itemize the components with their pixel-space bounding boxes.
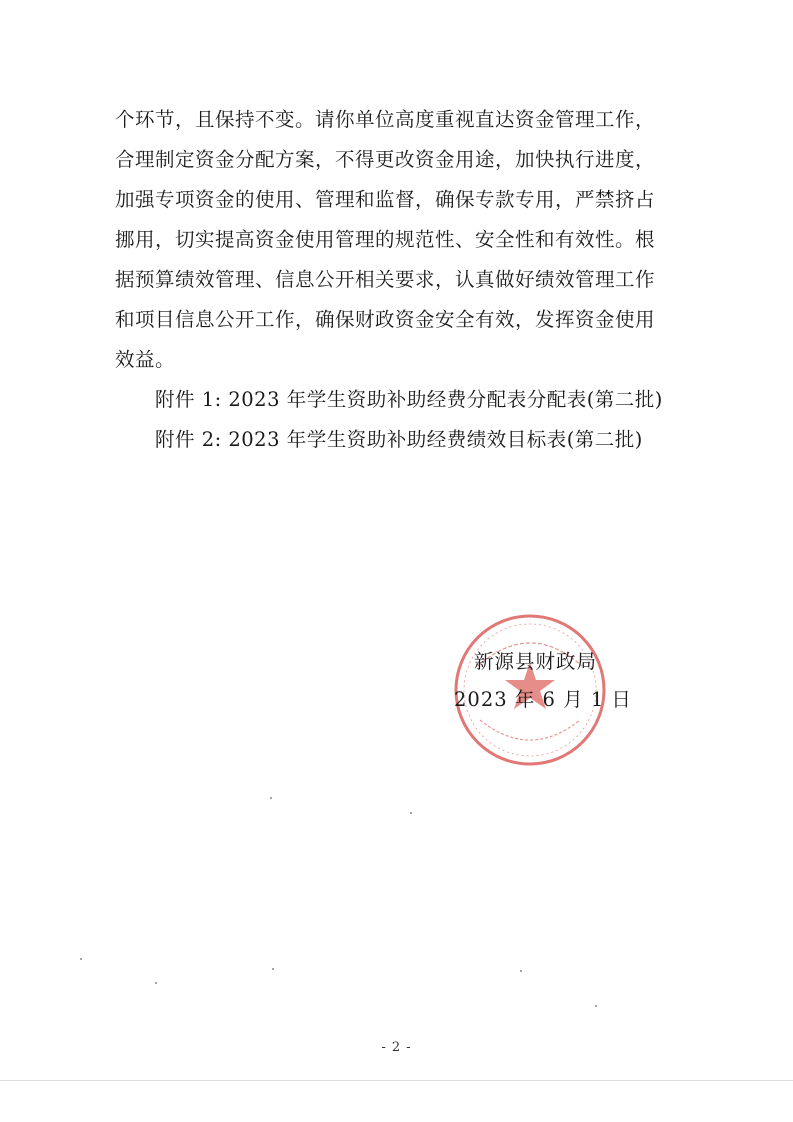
scan-speck: [520, 970, 522, 972]
scan-speck: [272, 968, 274, 970]
body-line: 个环节，且保持不变。请你单位高度重视直达资金管理工作，: [115, 108, 656, 131]
body-line: 合理制定资金分配方案，不得更改资金用途，加快执行进度，: [115, 148, 656, 171]
scan-edge-line: [0, 1080, 793, 1081]
body-line: 挪用，切实提高资金使用管理的规范性、安全性和有效性。根: [115, 228, 656, 251]
scan-speck: [410, 812, 412, 814]
body-line: 据预算绩效管理、信息公开相关要求，认真做好绩效管理工作: [115, 268, 656, 291]
scan-speck: [155, 982, 157, 984]
scan-speck: [595, 1005, 597, 1007]
scan-speck: [270, 797, 272, 799]
body-line: 和项目信息公开工作，确保财政资金安全有效，发挥资金使用: [115, 308, 656, 331]
issuing-organization: 新源县财政局: [474, 650, 598, 673]
body-line: 加强专项资金的使用、管理和监督，确保专款专用，严禁挤占: [115, 188, 656, 211]
document-body: [115, 100, 695, 460]
page-number: - 2 -: [381, 1040, 412, 1055]
attachment-1: 附件 1: 2023 年学生资助补助经费分配表分配表(第二批): [155, 388, 663, 411]
scan-speck: [80, 958, 82, 960]
attachment-2: 附件 2: 2023 年学生资助补助经费绩效目标表(第二批): [155, 428, 643, 451]
body-line: 效益。: [115, 348, 176, 371]
signature-block: [440, 630, 680, 770]
issue-date: 2023 年 6 月 1 日: [454, 688, 632, 711]
